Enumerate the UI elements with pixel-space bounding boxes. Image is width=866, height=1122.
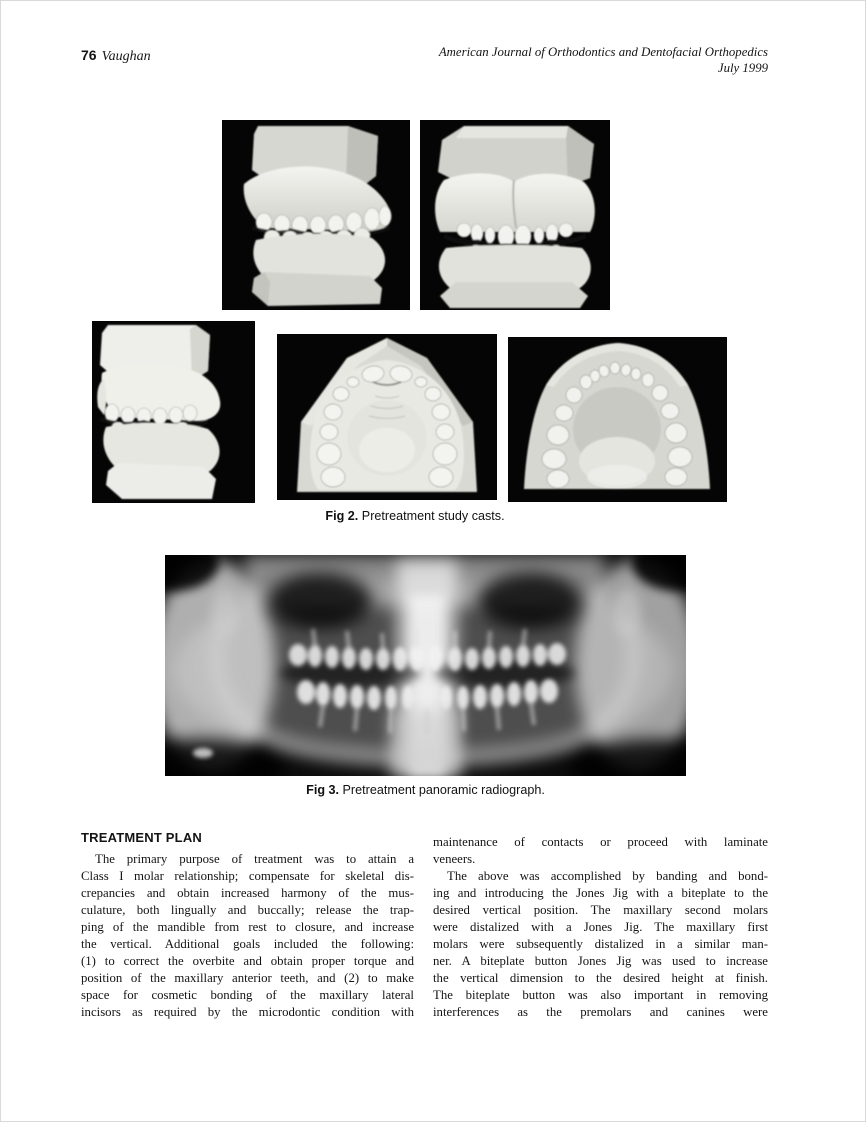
text-line: desired vertical position. The maxillary second molars [433,903,768,917]
text-line: The biteplate button was also important in removing [433,988,768,1002]
text-line: were distalized with a Jones Jig. The maxillary first [433,920,768,934]
article-column-right [433,834,768,1021]
text-line: position of the maxillary anterior teeth, and (2) to make [81,971,414,985]
text-line: ing and introducing the Jones Jig with a biteplate to the [433,886,768,900]
figure3-caption-label: Fig 3. [306,783,340,797]
figure3-caption [165,783,686,797]
text-line: (1) to correct the overbite and obtain proper torque and [81,954,414,968]
text-line: ping of the mandible from rest to closure, and increase [81,920,414,934]
study-cast-frontal-photo [420,120,610,310]
study-cast-maxillary-occlusal-photo [277,334,497,500]
author-name: Vaughan [101,49,151,64]
text-line: crepancies and obtain increased harmony of the mus- [81,886,414,900]
text-line: veneers. [433,852,476,866]
text-line: the vertical dimension to the desired height at finish. [433,971,768,985]
section-heading: TREATMENT PLAN [81,830,202,845]
study-cast-mandibular-occlusal-image [508,337,727,502]
text-line: Class I molar relationship; compensate for skeletal dis- [81,869,414,883]
figure2-caption [80,509,750,523]
article-column-left [81,851,414,1021]
page-number: 76 [81,47,97,63]
text-line: maintenance of contacts or proceed with laminate [433,835,768,849]
journal-title: American Journal of Orthodontics and Dentofacial Orthopedics [438,45,768,59]
study-cast-maxillary-occlusal-image [277,334,497,500]
text-line: The primary purpose of treatment was to attain a [95,852,414,866]
figure2-caption-label: Fig 2. [325,509,359,523]
study-cast-left-lateral-photo [92,321,255,503]
panoramic-radiograph-image [165,555,686,776]
figure3-caption-text: Pretreatment panoramic radiograph. [342,783,545,797]
page-header-right [439,44,768,76]
text-line: ner. A biteplate button Jones Jig was used to increase [433,954,768,968]
text-line: interferences as the premolars and canines were [433,1005,768,1019]
study-cast-right-lateral-image [222,120,410,310]
text-line: the vertical. Additional goals included the following: [81,937,414,951]
study-cast-right-lateral-photo [222,120,410,310]
study-cast-mandibular-occlusal-photo [508,337,727,502]
text-line: incisors as required by the microdontic condition with [81,1005,414,1019]
panoramic-radiograph-photo [165,555,686,776]
text-line: culature, both lingually and buccally; release the trap- [81,903,414,917]
text-line: space for cosmetic bonding of the maxillary lateral [81,988,414,1002]
issue-date: July 1999 [717,61,768,75]
page-header-left [81,47,151,65]
text-line: The above was accomplished by banding and bond- [447,869,768,883]
figure2-caption-text: Pretreatment study casts. [361,509,505,523]
text-line: molars were subsequently distalized in a similar man- [433,937,768,951]
study-cast-left-lateral-image [92,321,255,503]
study-cast-frontal-image [420,120,610,310]
